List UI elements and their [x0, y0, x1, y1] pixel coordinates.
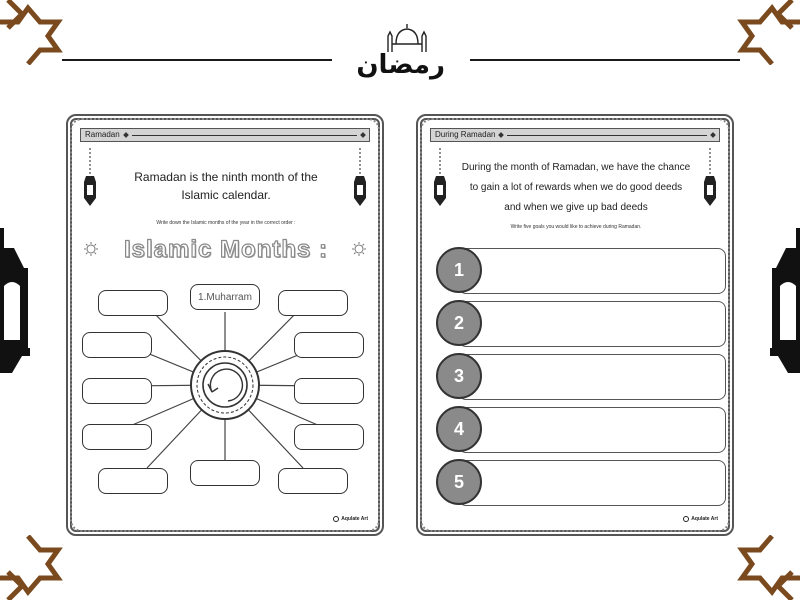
hanging-lantern-icon [352, 148, 368, 208]
month-box-10[interactable] [82, 378, 152, 404]
worksheet-islamic-months [66, 114, 384, 536]
lantern-icon-right [766, 228, 800, 378]
corner-ornament-bottom-right [730, 535, 800, 600]
sun-icon [84, 242, 98, 256]
goal-number-badge: 3 [436, 353, 482, 399]
goal-row-1 [436, 248, 726, 294]
heading-line-2: to gain a lot of rewards when we do good deeds [469, 182, 683, 193]
instruction-text: Write down the Islamic months of the year in the correct order : [156, 220, 296, 226]
month-box-12[interactable] [98, 290, 168, 316]
goal-row-2 [436, 301, 726, 347]
goal-row-5 [436, 460, 726, 506]
brand-label: Aqulate Art [691, 516, 718, 522]
arabic-title: رمضان [356, 50, 445, 80]
goal-number-badge: 2 [436, 300, 482, 346]
goal-number-badge: 4 [436, 406, 482, 452]
month-box-6[interactable] [278, 468, 348, 494]
diamond-icon [499, 132, 505, 138]
goal-input-3[interactable] [458, 354, 726, 400]
goal-input-5[interactable] [458, 460, 726, 506]
goal-row-4 [436, 407, 726, 453]
month-box-1[interactable]: 1.Muharram [190, 284, 260, 310]
month-box-2[interactable] [278, 290, 348, 316]
islamic-months-title: Islamic Months : [123, 236, 329, 263]
worksheet-ramadan-goals [416, 114, 734, 536]
header-rule-right [470, 59, 740, 61]
hanging-lantern-icon [432, 148, 448, 208]
heading-line-1: During the month of Ramadan, we have the chance [461, 162, 691, 173]
month-box-7[interactable] [190, 460, 260, 486]
corner-ornament-top-right [730, 0, 800, 65]
goal-input-2[interactable] [458, 301, 726, 347]
sheet-heading [456, 158, 696, 218]
sheet-header-bar [430, 128, 720, 142]
header-line [132, 135, 357, 136]
hanging-lantern-icon [82, 148, 98, 208]
goal-number-badge: 5 [436, 459, 482, 505]
sheet-header-bar [80, 128, 370, 142]
brand-mark [683, 516, 718, 522]
sheet-header-label: During Ramadan [435, 130, 496, 139]
copyright-icon [333, 516, 339, 522]
sheet-header-label: Ramadan [85, 130, 120, 139]
month-box-11[interactable] [82, 332, 152, 358]
month-box-3[interactable] [294, 332, 364, 358]
copyright-icon [683, 516, 689, 522]
diamond-icon [710, 132, 716, 138]
goal-number-badge: 1 [436, 247, 482, 293]
lantern-icon-left [0, 228, 34, 378]
month-box-9[interactable] [82, 424, 152, 450]
goal-row-3 [436, 354, 726, 400]
instruction-text: Write five goals you would like to achieve during Ramadan. [510, 224, 642, 230]
sheet-heading: Ramadan is the ninth month of the Islamic calendar. [134, 170, 318, 202]
sun-icon [352, 242, 366, 256]
corner-ornament-top-left [0, 0, 70, 65]
month-box-5[interactable] [294, 424, 364, 450]
heading-line-3: and when we give up bad deeds [504, 202, 648, 213]
corner-ornament-bottom-left [0, 535, 70, 600]
diamond-icon [123, 132, 129, 138]
month-box-8[interactable] [98, 468, 168, 494]
header-line [507, 135, 707, 136]
diamond-icon [360, 132, 366, 138]
goal-input-1[interactable] [458, 248, 726, 294]
brand-label: Aqulate Art [341, 516, 368, 522]
header-rule-left [62, 59, 332, 61]
brand-mark [333, 516, 368, 522]
hanging-lantern-icon [702, 148, 718, 208]
goal-input-4[interactable] [458, 407, 726, 453]
month-box-4[interactable] [294, 378, 364, 404]
